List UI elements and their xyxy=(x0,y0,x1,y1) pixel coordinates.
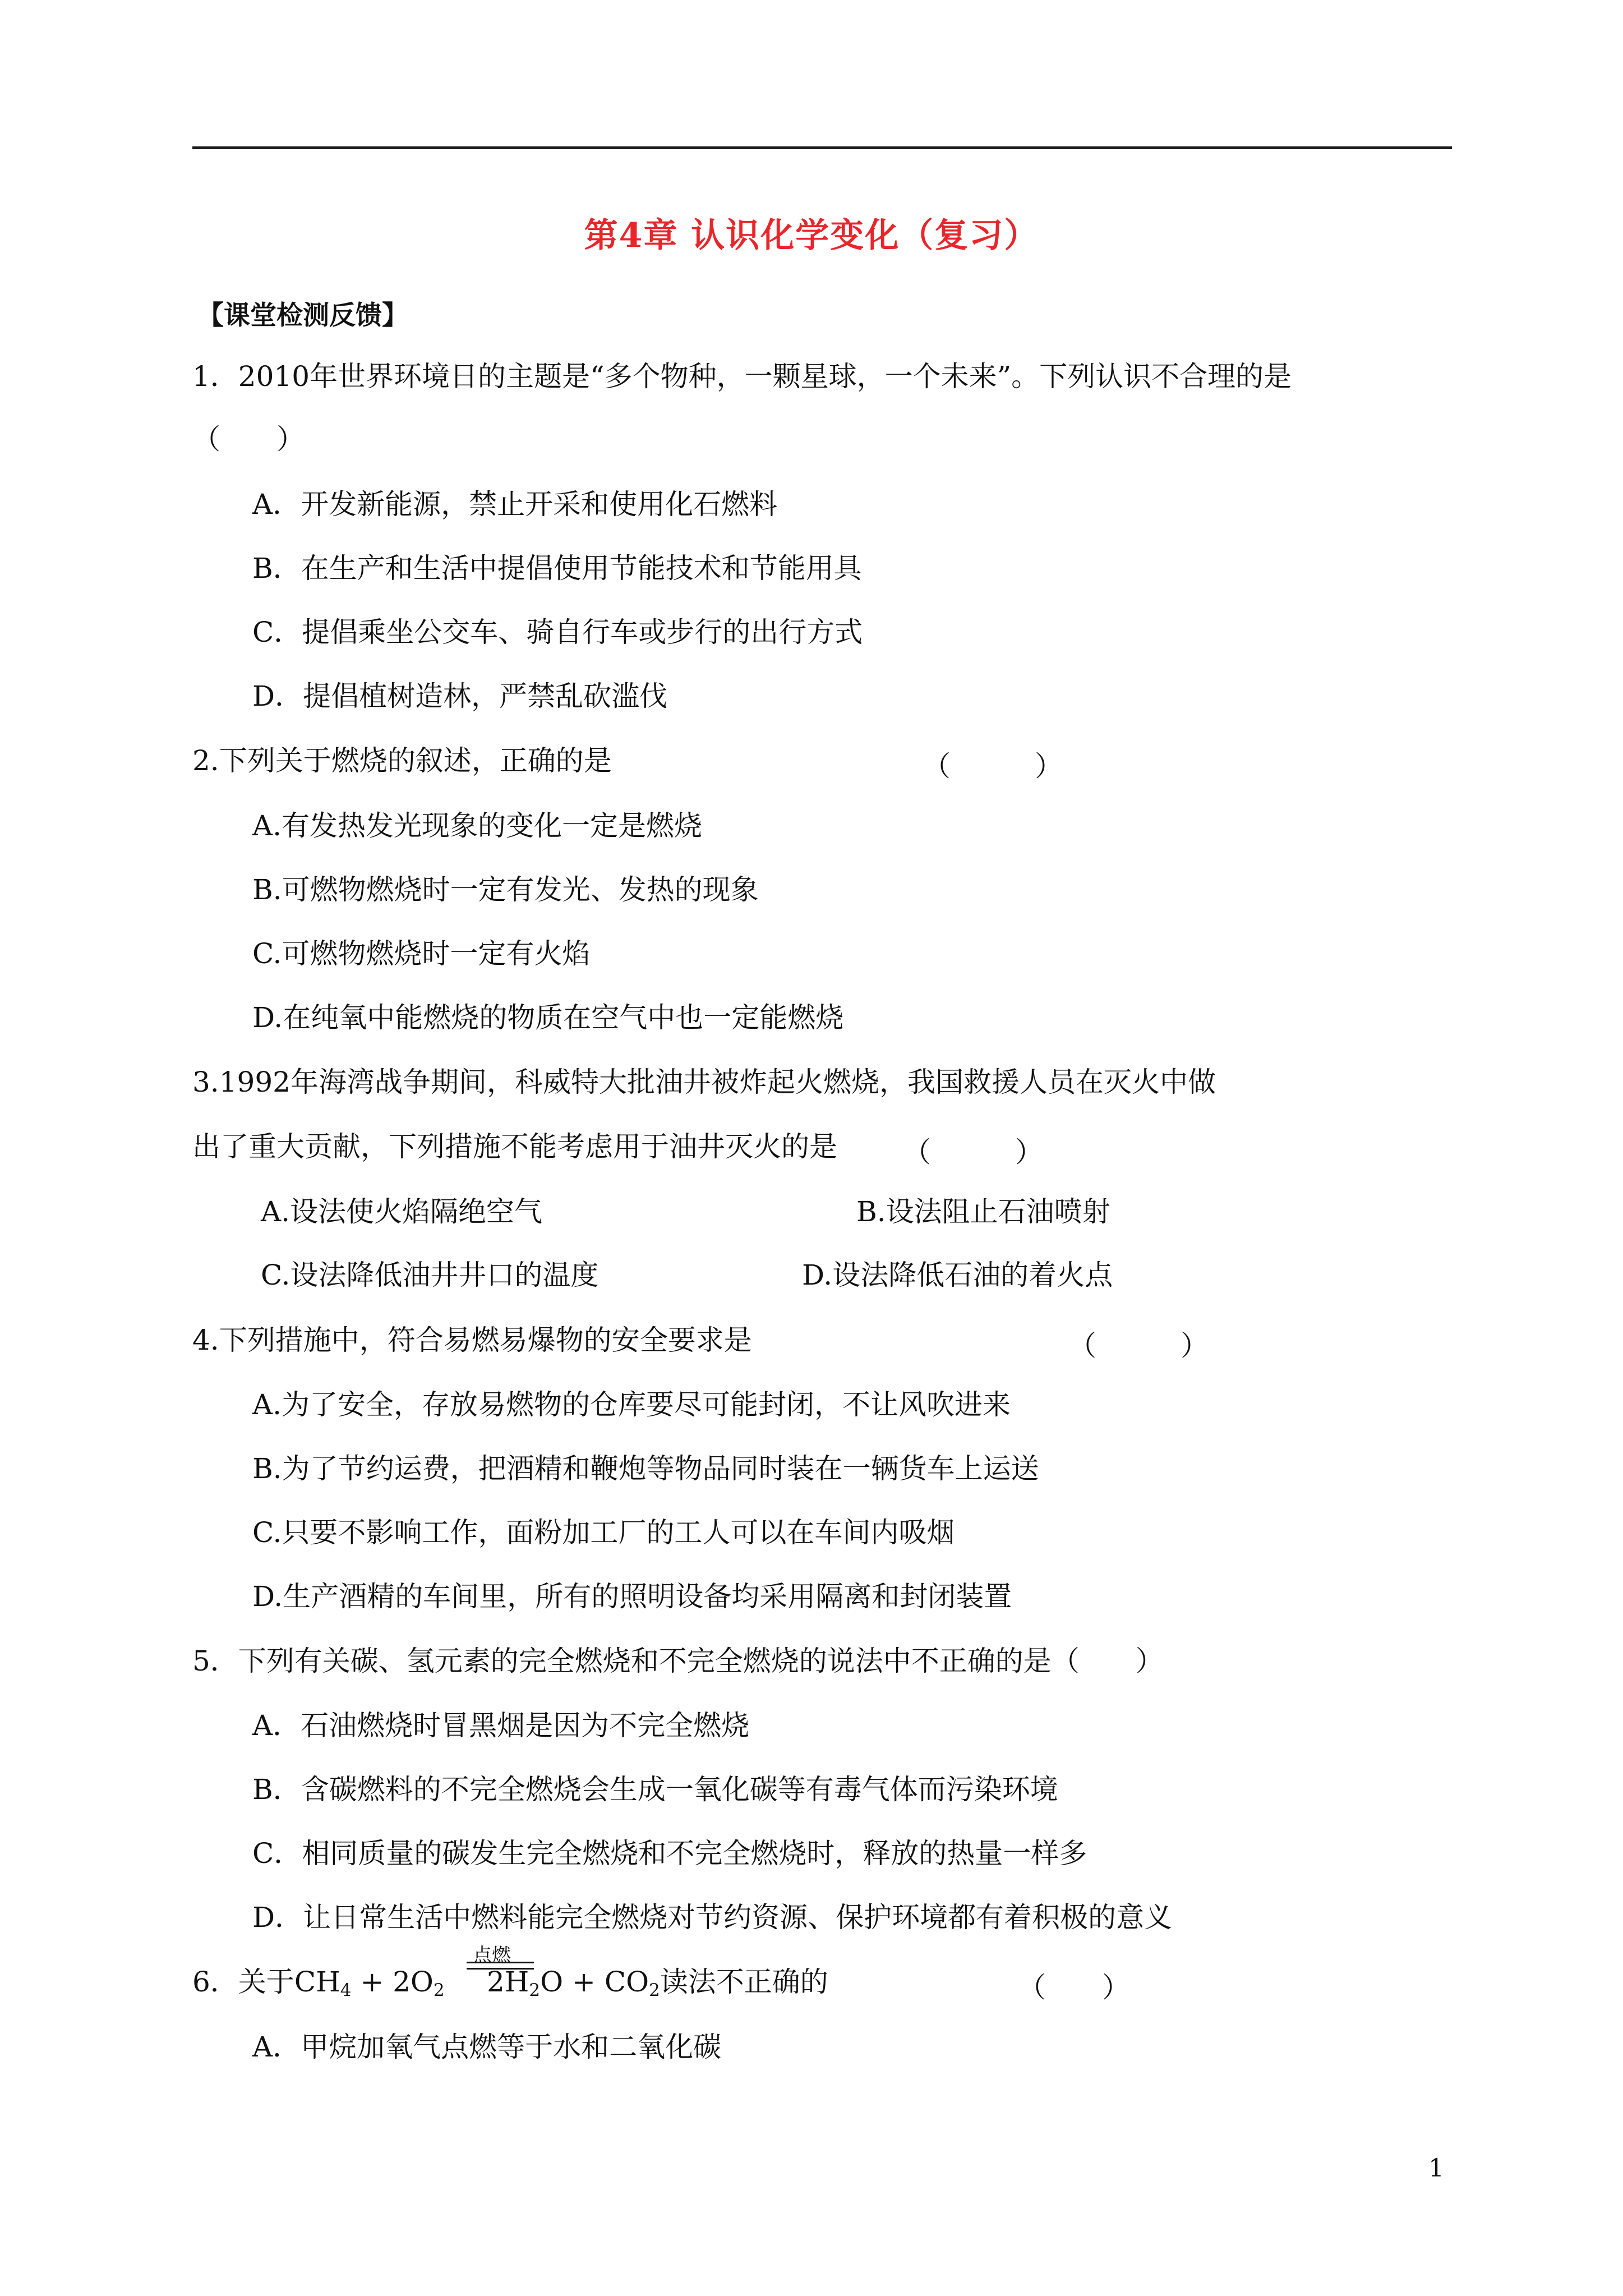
question-6-stem xyxy=(192,1965,445,1999)
question-6-suffix: 读法不正确的 xyxy=(660,1966,828,1998)
question-2-option-d: D.在纯氧中能燃烧的物质在空气中也一定能燃烧 xyxy=(252,1001,844,1034)
equation-arrow-line-top xyxy=(467,1962,534,1963)
question-1-option-c: C．提倡乘坐公交车、骑自行车或步行的出行方式 xyxy=(252,616,863,648)
question-3-answer-paren: （ ） xyxy=(903,1136,1043,1168)
question-4-option-c: C.只要不影响工作，面粉加工厂的工人可以在车间内吸烟 xyxy=(252,1516,955,1549)
equation-condition: 点燃 xyxy=(473,1944,511,1967)
question-1-answer-paren: （ ） xyxy=(192,423,305,455)
question-3-stem-continued: 出了重大贡献，下列措施不能考虑用于油井灭火的是 xyxy=(192,1130,837,1163)
question-5-option-b: B．含碳燃料的不完全燃烧会生成一氧化碳等有毒气体而污染环境 xyxy=(252,1773,1058,1806)
question-4-option-a: A.为了安全，存放易燃物的仓库要尽可能封闭，不让风吹进来 xyxy=(252,1388,1011,1421)
question-2-option-b: B.可燃物燃烧时一定有发光、发热的现象 xyxy=(252,873,759,906)
question-5-stem: 5．下列有关碳、氢元素的完全燃烧和不完全燃烧的说法中不正确的是（ ） xyxy=(192,1645,1164,1677)
question-5-option-d: D．让日常生活中燃料能完全燃烧对节约资源、保护环境都有着积极的意义 xyxy=(252,1901,1173,1934)
equation-products: $2H_2O + CO_2$ xyxy=(487,1966,660,2000)
question-4-option-b: B.为了节约运费，把酒精和鞭炮等物品同时装在一辆货车上运送 xyxy=(252,1452,1039,1485)
question-4-stem: 4.下列措施中，符合易燃易爆物的安全要求是 xyxy=(192,1324,752,1356)
question-3-stem: 3.1992年海湾战争期间，科威特大批油井被炸起火燃烧，我国救援人员在灭火中做 xyxy=(192,1066,1216,1098)
question-5-option-a: A．石油燃烧时冒黑烟是因为不完全燃烧 xyxy=(252,1709,750,1742)
page-title: 第4章 认识化学变化（复习） xyxy=(584,216,1039,255)
question-5-option-c: C．相同质量的碳发生完全燃烧和不完全燃烧时，释放的热量一样多 xyxy=(252,1837,1087,1870)
question-1-option-b: B．在生产和生活中提倡使用节能技术和节能用具 xyxy=(252,552,862,585)
question-3-option-d: D.设法降低石油的着火点 xyxy=(802,1259,1113,1291)
header-rule xyxy=(192,146,1452,149)
question-6-option-a: A．甲烷加氧气点燃等于水和二氧化碳 xyxy=(252,2031,722,2063)
question-1-option-d: D．提倡植树造林，严禁乱砍滥伐 xyxy=(252,680,668,712)
question-1-option-a: A．开发新能源，禁止开采和使用化石燃料 xyxy=(252,488,778,521)
question-3-option-a: A.设法使火焰隔绝空气 xyxy=(261,1195,543,1228)
question-6-prefix: 6．关于 xyxy=(192,1966,294,1998)
question-4-option-d: D.生产酒精的车间里，所有的照明设备均采用隔离和封闭装置 xyxy=(252,1580,1012,1613)
question-1-stem: 1．2010年世界环境日的主题是“多个物种，一颗星球，一个未来”。下列认识不合理的是 xyxy=(192,360,1292,393)
question-2-option-c: C.可燃物燃烧时一定有火焰 xyxy=(252,937,591,970)
question-6-answer-paren: （ ） xyxy=(1018,1971,1130,2004)
question-3-option-b: B.设法阻止石油喷射 xyxy=(856,1195,1110,1228)
question-3-option-c: C.设法降低油井井口的温度 xyxy=(261,1259,599,1291)
page-number: 1 xyxy=(1428,2154,1444,2183)
question-6-equation-products xyxy=(487,1965,828,1999)
question-2-stem: 2.下列关于燃烧的叙述，正确的是 xyxy=(192,744,612,777)
question-4-answer-paren: （ ） xyxy=(1068,1329,1209,1362)
question-2-answer-paren: （ ） xyxy=(923,750,1063,783)
question-2-option-a: A.有发热发光现象的变化一定是燃烧 xyxy=(252,809,703,842)
section-heading: 【课堂检测反馈】 xyxy=(197,300,408,331)
equation-reactants: $CH_4 + 2O_2$ xyxy=(294,1966,445,2000)
